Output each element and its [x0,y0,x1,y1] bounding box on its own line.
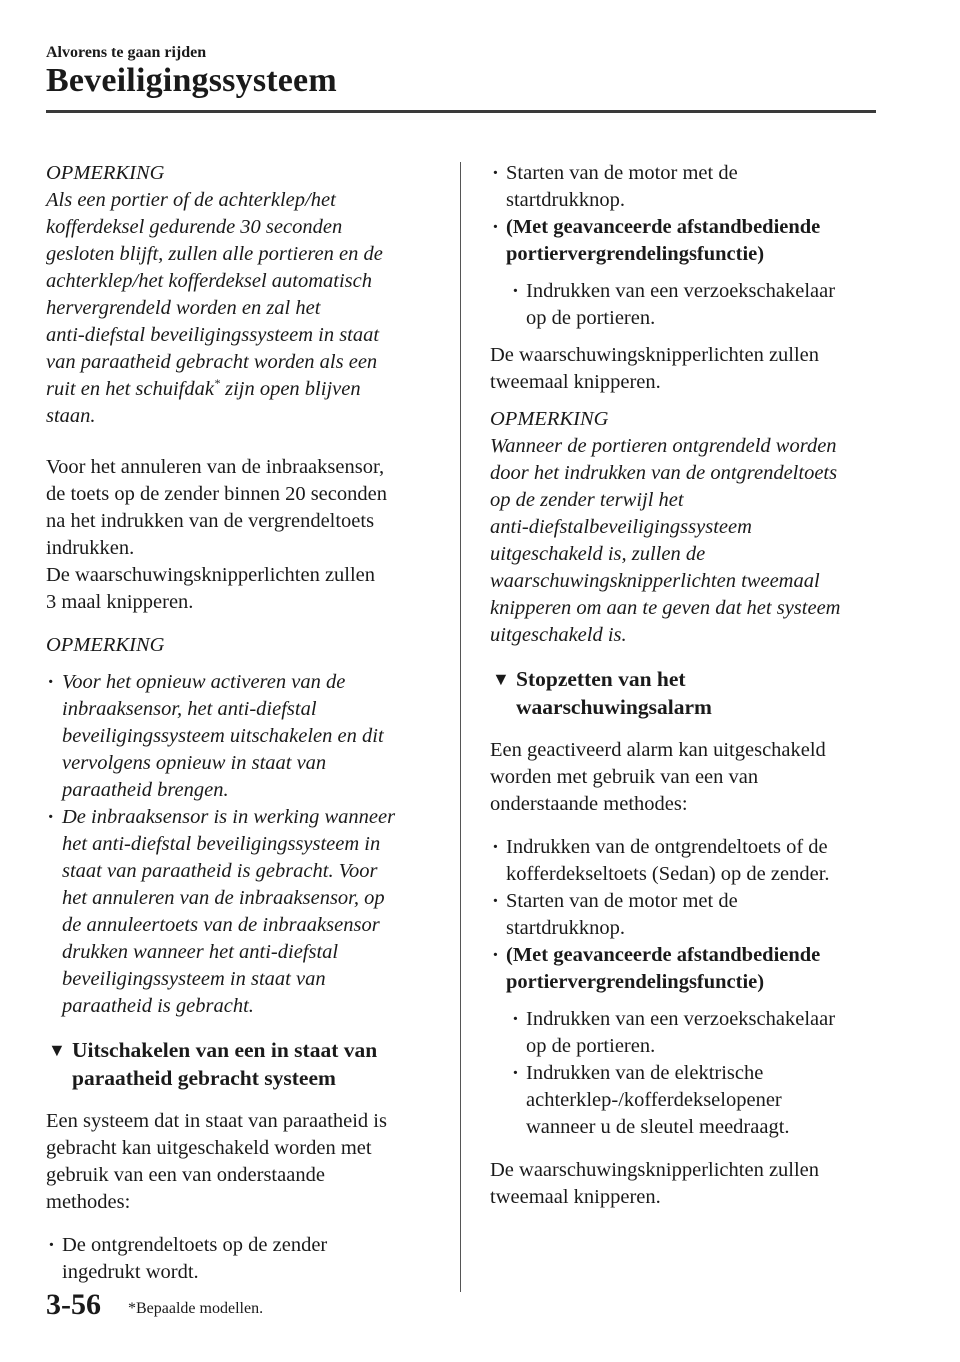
note-line: anti-diefstalbeveiligingssysteem [490,516,752,538]
text-line: het annuleren van de inbraaksensor, op [62,887,385,909]
text-line: Voor het annuleren van de inbraaksensor, [46,456,385,478]
text-line: ingedrukt wordt. [62,1261,199,1283]
section-heading [490,665,890,721]
heading-line: waarschuwingsalarm [516,695,712,719]
note-line: hervergrendeld worden en zal het [46,297,321,319]
note-text-part: ruit en het schuifdak [46,378,214,400]
text-line: drukken wanneer het anti-diefstal [62,941,339,963]
column-divider [460,162,461,1292]
text-line: startdrukknop. [506,917,625,939]
text-line: vervolgens opnieuw in staat van [62,752,327,774]
text-line: · (Met geavanceerde afstandbediende [506,944,821,966]
sub-list-item [490,1060,890,1141]
text-line: methodes: [46,1191,131,1213]
note-label: OPMERKING [46,162,165,184]
header-divider [46,110,876,113]
note-line: anti-diefstal beveiligingssysteem in staat [46,324,380,346]
list-item [46,1232,438,1286]
heading-line: paraatheid gebracht systeem [72,1066,336,1090]
text-line: · De inbraaksensor is in werking wanneer [62,806,396,828]
page-title: Beveiligingssysteem [46,62,337,99]
chapter-label: Alvorens te gaan rijden [46,44,207,61]
text-line: na het indrukken van de vergrendeltoets [46,510,375,532]
note-line: uitgeschakeld is, zullen de [490,543,706,565]
sub-list-item [490,1006,890,1060]
list-item [490,214,890,268]
text-line: paraatheid brengen. [62,779,229,801]
page-number: 3-56 [46,1288,101,1321]
triangle-icon: ▼ [48,1040,66,1060]
section-heading [46,1036,438,1092]
list-item [490,942,890,996]
text-line: Een geactiveerd alarm kan uitgeschakeld [490,739,826,761]
note-line: door het indrukken van de ontgrendeltoets [490,462,838,484]
note-line: kofferdeksel gedurende 30 seconden [46,216,343,238]
text-line: gebracht kan uitgeschakeld worden met [46,1137,372,1159]
body-paragraph [490,737,890,818]
text-line: beveiligingssysteem uitschakelen en dit [62,725,384,747]
text-line: portiervergrendelingsfunctie) [506,243,765,265]
text-line: de annuleertoets van de inbraaksensor [62,914,380,936]
text-line: gebruik van een van onderstaande [46,1164,325,1186]
note-line: waarschuwingsknipperlichten tweemaal [490,570,820,592]
text-line: staat van paraatheid is gebracht. Voor [62,860,378,882]
list-item [490,160,890,214]
text-line: portiervergrendelingsfunctie) [506,971,765,993]
body-paragraph [490,1157,890,1211]
left-column [46,160,438,1286]
triangle-icon: ▼ [492,669,510,689]
note-line: gesloten blijft, zullen alle portieren en de [46,243,383,265]
footnote: *Bepaalde modellen. [128,1300,264,1317]
text-line: 3 maal knipperen. [46,591,194,613]
text-line: · Starten van de motor met de [506,162,738,184]
body-paragraph [490,342,890,396]
text-line: onderstaande methodes: [490,793,688,815]
note-line: van paraatheid gebracht worden als een [46,351,378,373]
note-label: OPMERKING [490,408,609,430]
list-item [490,834,890,888]
text-line: kofferdekseltoets (Sedan) op de zender. [506,863,830,885]
note-line: knipperen om aan te geven dat het systeem [490,597,841,619]
text-line: achterklep-/kofferdekselopener [526,1089,782,1111]
note-line: Wanneer de portieren ontgrendeld worden [490,435,837,457]
text-line: startdrukknop. [506,189,625,211]
note-text [490,433,890,649]
text-line: op de portieren. [526,307,656,329]
text-line: beveiligingssysteem in staat van [62,968,326,990]
note-label: OPMERKING [46,634,165,656]
text-line: tweemaal knipperen. [490,371,661,393]
note-line: staan. [46,405,96,427]
sub-list-item [490,278,890,332]
list-item [490,888,890,942]
text-line: indrukken. [46,537,135,559]
note-bullet [46,804,438,1020]
text-line: worden met gebruik van een van [490,766,759,788]
right-column [490,160,890,1211]
text-line: Een systeem dat in staat van paraatheid is [46,1110,387,1132]
note-text [46,187,438,430]
text-line: paraatheid is gebracht. [62,995,254,1017]
body-paragraph [46,1108,438,1216]
text-line: De waarschuwingsknipperlichten zullen [490,344,820,366]
note-line [46,376,438,403]
text-line: · Indrukken van een verzoekschakelaar [526,280,836,302]
note-text-part: zijn open blijven [219,378,361,400]
heading-line: Uitschakelen van een in staat van [72,1038,378,1062]
note-bullet [46,669,438,804]
text-line: inbraaksensor, het anti-diefstal [62,698,317,720]
note-line: achterklep/het kofferdeksel automatisch [46,270,372,292]
text-line: op de portieren. [526,1035,656,1057]
text-line: · (Met geavanceerde afstandbediende [506,216,821,238]
footnote-marker: * [213,376,220,391]
text-line: De waarschuwingsknipperlichten zullen [46,564,376,586]
note-line: uitgeschakeld is. [490,624,627,646]
text-line: · Indrukken van de ontgrendeltoets of de [506,836,828,858]
text-line: wanneer u de sleutel meedraagt. [526,1116,790,1138]
text-line: · Indrukken van een verzoekschakelaar [526,1008,836,1030]
note-line: Als een portier of de achterklep/het [46,189,336,211]
note-line: op de zender terwijl het [490,489,684,511]
text-line: · Indrukken van de elektrische [526,1062,764,1084]
body-paragraph [46,454,438,616]
text-line: · Starten van de motor met de [506,890,738,912]
text-line: · Voor het opnieuw activeren van de [62,671,346,693]
text-line: · De ontgrendeltoets op de zender [62,1234,328,1256]
text-line: tweemaal knipperen. [490,1186,661,1208]
text-line: het anti-diefstal beveiligingssysteem in [62,833,381,855]
heading-line: Stopzetten van het [516,667,686,691]
text-line: De waarschuwingsknipperlichten zullen [490,1159,820,1181]
text-line: de toets op de zender binnen 20 seconden [46,483,387,505]
